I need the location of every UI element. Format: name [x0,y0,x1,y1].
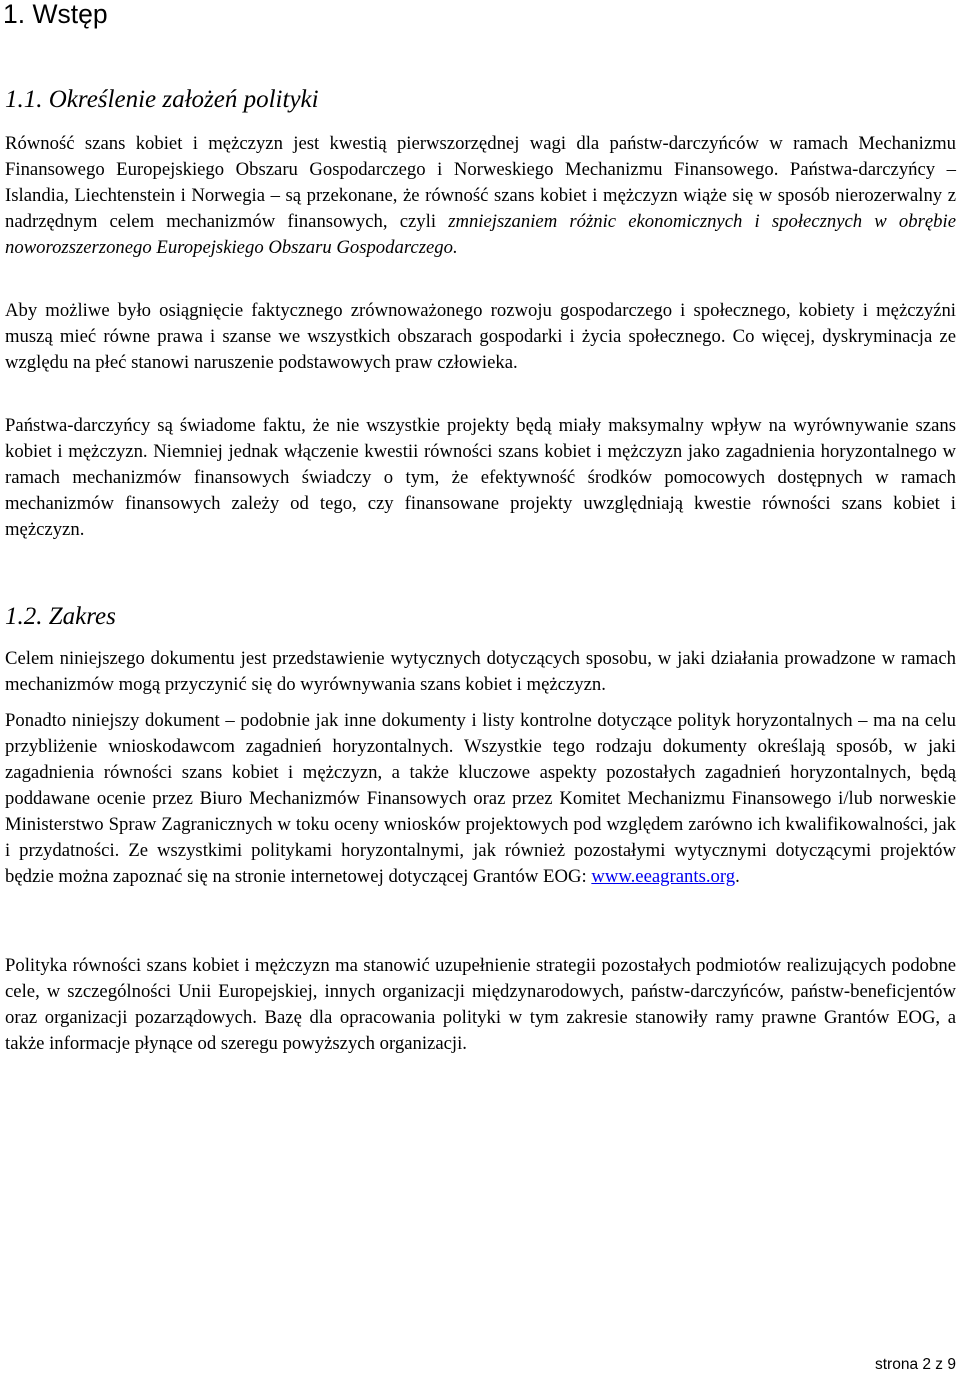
page-number: strona 2 z 9 [875,1356,956,1373]
heading-zakres: 1.2. Zakres [5,603,116,630]
paragraph-uzupelnienie-strategii: Polityka równości szans kobiet i mężczyzn ma stanowić uzupełnienie strategii pozostałych podmiotów realizujących podobne cele, w szczególności Unii Europejskiej, innych organizacji międzynarodowych, państw-darczyńców, państw-beneficjentów oraz organizacji pozarządowych. Bazę dla opracowania polityki w tym zakresie stanowiły ramy prawne Grantów EOG, a także informacje płynące od szeregu powyższych organizacji. [5,955,956,1054]
paragraph-cel-dokumentu: Celem niniejszego dokumentu jest przedstawienie wytycznych dotyczących sposobu, w jaki działania prowadzone w ramach mechanizmów mogą przyczynić się do wyrównywania szans kobiet i mężczyzn. [5,648,956,695]
eeagrants-link[interactable]: www.eeagrants.org [591,866,736,887]
heading-okreslenie-zalozen-polityki: 1.1. Określenie założeń polityki [5,86,319,113]
paragraph-rownosc-szans [5,131,956,261]
paragraph-zrownowazony-rozwoj: Aby możliwe było osiągnięcie faktycznego zrównoważonego rozwoju gospodarczego i społecznego, kobiety i mężczyźni muszą mieć równe prawa i szanse we wszystkich obszarach gospodarki i życia społecznego. Co więcej, dyskryminacja ze względu na płeć stanowi naruszenie podstawowych praw człowieka. [5,300,956,373]
paragraph-polityki-horyzontalne-end: . [735,866,740,887]
paragraph-swiadomosc-panstw: Państwa-darczyńcy są świadome faktu, że nie wszystkie projekty będą miały maksymalny wpływ na wyrównywanie szans kobiet i mężczyzn. Niemniej jednak włączenie kwestii równości szans kobiet i mężczyzn jako zagadnienia horyzontalnego w ramach mechanizmów finansowych świadczy o tym, że efektywność środków pomocowych dostępnych w ramach mechanizmów finansowych zależy od tego, czy finansowane projekty uwzględniają kwestie równości szans kobiet i mężczyzn. [5,415,956,540]
paragraph-rownosc-szans-text: Równość szans kobiet i mężczyzn jest kwestią pierwszorzędnej wagi dla państw-darczyńców w ramach Mechanizmu Finansowego Europejskiego Obszaru Gospodarczego i Norweskiego Mechanizmu Finansowego. Państwa-darczyńcy – Islandia, Liechtenstein i Norwegia – są przekonane, że równość szans kobiet i mężczyzn wiąże się w sposób nierozerwalny z nadrzędnym celem mechanizmów finansowych, czyli [5,133,956,232]
paragraph-polityki-horyzontalne [5,708,956,890]
paragraph-polityki-horyzontalne-text: Ponadto niniejszy dokument – podobnie jak inne dokumenty i listy kontrolne dotyczące polityk horyzontalnych – ma na celu przybliżenie wnioskodawcom zagadnień horyzontalnych. Wszystkie tego rodzaju dokumenty określają sposób, w jaki zagadnienia równości szans kobiet i mężczyzn, a także kluczowe aspekty pozostałych zagadnień horyzontalnych, będą poddawane ocenie przez Biuro Mechanizmów Finansowych oraz przez Komitet Mechanizmu Finansowego i/lub norweskie Ministerstwo Spraw Zagranicznych w toku oceny wniosków projektowych pod względem zarówno ich kwalifikowalności, jak i przydatności. Ze wszystkimi politykami horyzontalnymi, jak również pozostałymi wytycznymi dotyczącymi projektów będzie można zapoznać się na stronie internetowej dotyczącej Grantów EOG: [5,710,956,887]
paragraph-rownosc-szans-emphasis: zmniejszaniem różnic ekonomicznych i społecznych w obrębie noworozszerzonego Europejskiego Obszaru Gospodarczego. [5,211,957,258]
heading-wstep: 1. Wstęp [3,0,108,29]
